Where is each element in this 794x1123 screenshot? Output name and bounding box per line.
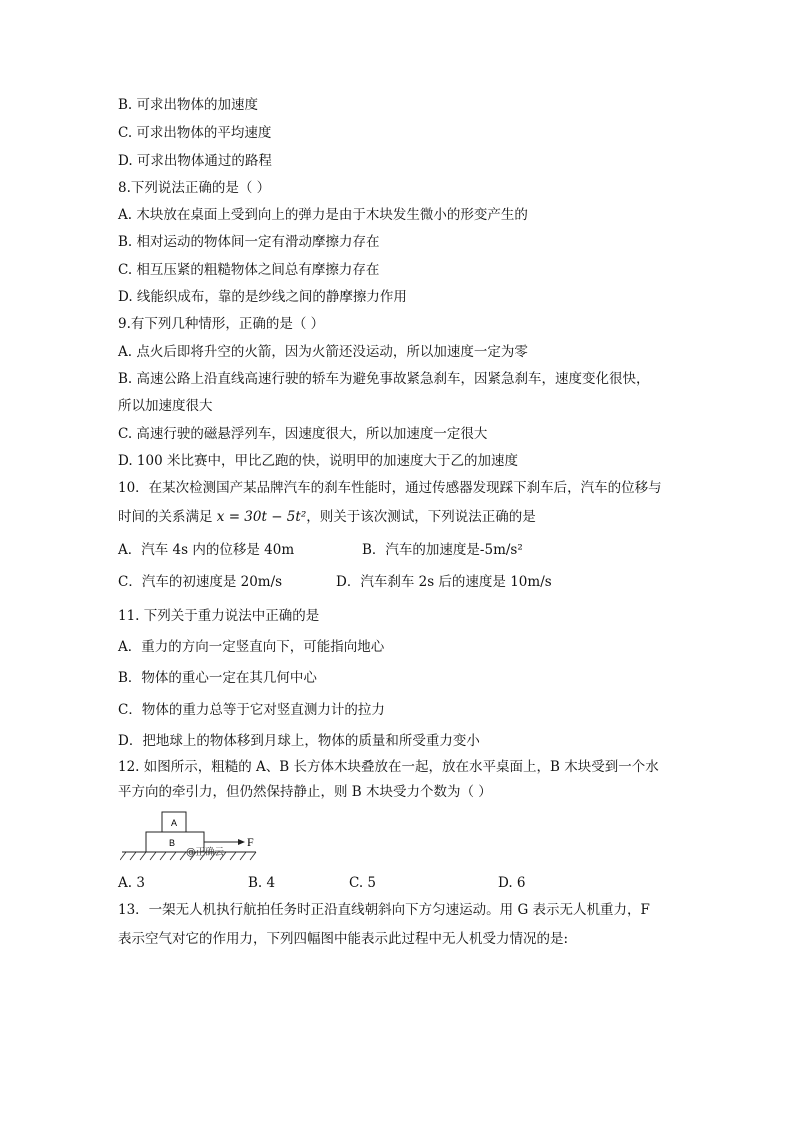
line-q11a: A．重力的方向一定竖直向下，可能指向地心 — [118, 639, 385, 655]
line-q11d: D．把地球上的物体移到月球上，物体的质量和所受重力变小 — [118, 733, 480, 749]
block-a-label: A — [170, 818, 178, 828]
line-q9d: D. 100 米比赛中，甲比乙跑的快，说明甲的加速度大于乙的加速度 — [118, 453, 518, 469]
line-q9b2: 所以加速度很大 — [118, 398, 213, 414]
line-q7b: B. 可求出物体的加速度 — [118, 97, 259, 113]
q10-option-c: C．汽车的初速度是 20m/s — [118, 574, 283, 590]
arrow-head-icon — [238, 839, 245, 845]
q12-option-a: A. 3 — [118, 875, 145, 891]
line-q9: 9.有下列几种情形，正确的是（ ） — [118, 316, 325, 332]
line-q13b: 表示空气对它的作用力，下列四幅图中能表示此过程中无人机受力情况的是: — [118, 931, 569, 947]
q12-figure — [120, 808, 270, 864]
line-q8: 8.下列说法正确的是（ ） — [118, 180, 271, 196]
q10-option-a: A．汽车 4s 内的位移是 40m — [118, 542, 295, 558]
force-label: F — [247, 835, 254, 849]
q10-formula: x = 30t − 5t² — [216, 509, 307, 525]
q10-option-d: D．汽车刹车 2s 后的速度是 10m/s — [336, 574, 552, 590]
line-q12a: 12. 如图所示，粗糙的 A、B 长方体木块叠放在一起，放在水平桌面上，B 木块受到一个水 — [118, 759, 659, 775]
line-q8d: D. 线能织成布，靠的是纱线之间的静摩擦力作用 — [118, 289, 407, 305]
line-q11: 11. 下列关于重力说法中正确的是 — [118, 608, 320, 624]
q12-option-c: C. 5 — [349, 875, 377, 891]
line-q12b: 平方向的牵引力，但仍然保持静止，则 B 木块受力个数为（ ） — [118, 784, 492, 800]
line-q8a: A. 木块放在桌面上受到向上的弹力是由于木块发生微小的形变产生的 — [118, 207, 528, 223]
line-q11c: C．物体的重力总等于它对竖直测力计的拉力 — [118, 702, 385, 718]
q12-option-b: B. 4 — [248, 875, 276, 891]
line-q9a: A. 点火后即将升空的火箭，因为火箭还没运动，所以加速度一定为零 — [118, 344, 528, 360]
watermark: @正确云 — [186, 847, 225, 858]
line-q10a: 10．在某次检测国产某品牌汽车的刹车性能时，通过传感器发现踩下刹车后，汽车的位移与 — [118, 480, 662, 496]
q10-line-2 — [118, 508, 536, 526]
line-q8b: B. 相对运动的物体间一定有滑动摩擦力存在 — [118, 234, 380, 250]
q10-line-2-before: 时间的关系满足 — [118, 509, 217, 525]
q10-line-2-after: ，则关于该次测试，下列说法正确的是 — [306, 509, 536, 525]
block-b-label: B — [168, 838, 176, 848]
q10-option-b: B．汽车的加速度是-5m/s² — [362, 542, 523, 558]
line-q7c: C. 可求出物体的平均速度 — [118, 125, 272, 141]
line-q9b1: B. 高速公路上沿直线高速行驶的轿车为避免事故紧急刹车，因紧急刹车，速度变化很快， — [118, 371, 650, 387]
line-q11b: B．物体的重心一定在其几何中心 — [118, 670, 317, 686]
line-q8c: C. 相互压紧的粗糙物体之间总有摩擦力存在 — [118, 262, 380, 278]
line-q7d: D. 可求出物体通过的路程 — [118, 153, 272, 169]
line-q13a: 13．一架无人机执行航拍任务时正沿直线朝斜向下方匀速运动。用 G 表示无人机重力，F — [118, 902, 650, 918]
line-q9c: C. 高速行驶的磁悬浮列车，因速度很大，所以加速度一定很大 — [118, 426, 488, 442]
q12-option-d: D. 6 — [498, 875, 526, 891]
